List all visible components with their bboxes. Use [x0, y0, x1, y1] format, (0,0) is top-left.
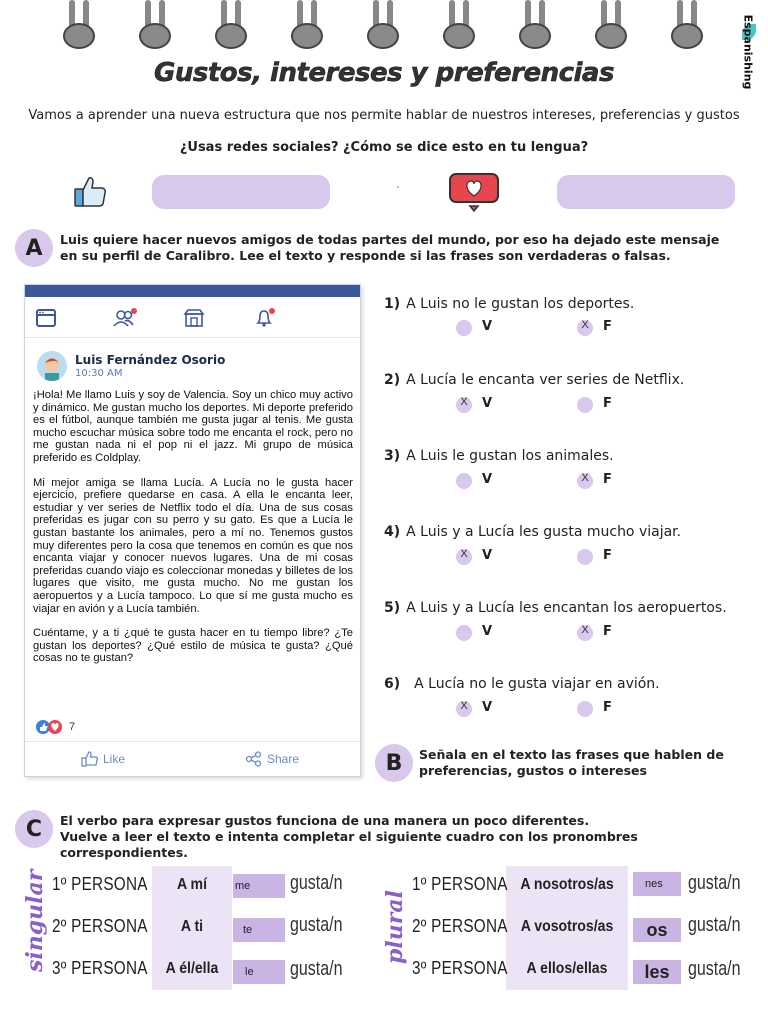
verb-gusta: gusta/n [688, 958, 741, 980]
person-label: 1º PERSONA [52, 874, 148, 894]
option-v-1[interactable] [456, 320, 472, 336]
binder-ring-icon [594, 0, 628, 52]
answer-cell[interactable]: les [633, 960, 681, 984]
plural-label: plural [382, 890, 408, 964]
section-b-badge: B [375, 744, 413, 782]
card-header-bar [25, 285, 360, 297]
brand-name: Espanishing [741, 14, 755, 90]
like-button[interactable] [81, 750, 125, 768]
statement-1: 1) A Luis no le gustan los deportes. [384, 296, 635, 312]
reactions-summary[interactable] [35, 719, 75, 735]
verb-gusta: gusta/n [290, 872, 343, 894]
option-f-label: F [603, 700, 612, 715]
avatar-face-icon [37, 351, 67, 381]
statement-3: 3) A Luis le gustan los animales. [384, 448, 614, 464]
option-f-3[interactable] [577, 473, 593, 489]
option-v-label: V [482, 472, 493, 487]
share-button[interactable] [245, 750, 299, 768]
binder-ring-icon [518, 0, 552, 52]
poster-name[interactable]: Luis Fernández Osorio [75, 353, 226, 367]
thumbs-up-icon [72, 174, 108, 210]
answer-cell[interactable]: le [233, 960, 285, 984]
option-f-6[interactable] [577, 701, 593, 717]
answer-mark: X [581, 319, 589, 331]
card-nav-icons [25, 307, 360, 333]
separator-mark: ` [396, 186, 401, 197]
like-love-reactions-icon [35, 719, 65, 735]
section-a-instructions: Luis quiere hacer nuevos amigos de todas partes del mundo, por eso ha dejado este mensaje en su perfil de Caralibro. Lee el texto y responde si las frases son verdaderas o falsas. [60, 232, 720, 263]
answer-cell[interactable]: te [233, 918, 285, 942]
option-v-label: V [482, 548, 493, 563]
option-v-label: V [482, 319, 493, 334]
pronoun: A ti [180, 918, 204, 935]
binder-ring-icon [138, 0, 172, 52]
binder-ring-icon [442, 0, 476, 52]
binder-ring-icon [290, 0, 324, 52]
option-f-4[interactable] [577, 549, 593, 565]
section-c-instructions: El verbo para expresar gustos funciona de una manera un poco diferentes. Vuelve a leer el texto e intenta completar el siguiente cuadro con los pronombres correspondientes. [60, 813, 638, 860]
social-post-card [24, 284, 361, 777]
person-label: 2º PERSONA [412, 916, 508, 936]
section-a-badge: A [15, 229, 53, 267]
verb-gusta: gusta/n [290, 958, 343, 980]
card-divider [25, 741, 360, 742]
singular-label: singular [22, 869, 48, 972]
person-label: 2º PERSONA [52, 916, 148, 936]
answer-mark: X [460, 548, 468, 560]
share-label: Share [267, 752, 300, 766]
pronoun: A él/ella [165, 960, 219, 977]
binder-ring-icon [366, 0, 400, 52]
reaction-count: 7 [69, 721, 76, 733]
avatar [37, 351, 67, 381]
post-timestamp: 10:30 AM [75, 368, 123, 379]
marketplace-icon[interactable] [183, 307, 205, 329]
person-label: 3º PERSONA [412, 958, 508, 978]
post-paragraph: Cuéntame, y a ti ¿qué te gusta hacer en tu tiempo libre? ¿Te gustan los deportes? ¿Qué estilo de música te gusta? ¿Qué cosas no te gustan? [33, 627, 353, 665]
option-f-label: F [603, 472, 612, 487]
option-f-5[interactable] [577, 625, 593, 641]
share-icon [245, 751, 263, 767]
section-b-instructions: Señala en el texto las frases que hablen de preferencias, gustos o intereses [419, 747, 724, 778]
statement-4: 4) A Luis y a Lucía les gusta mucho viajar. [384, 524, 682, 540]
answer-mark: X [460, 700, 468, 712]
person-label: 3º PERSONA [52, 958, 148, 978]
option-v-3[interactable] [456, 473, 472, 489]
page-title: Gustos, intereses y preferencias [154, 58, 614, 88]
answer-field-love[interactable] [557, 175, 735, 209]
pronoun: A ellos/ellas [526, 960, 608, 977]
answer-mark: X [581, 624, 589, 636]
browser-window-icon[interactable] [35, 307, 57, 329]
answer-cell[interactable]: me [233, 874, 285, 898]
person-label: 1º PERSONA [412, 874, 508, 894]
answer-cell[interactable]: os [633, 918, 681, 942]
option-f-label: F [603, 548, 612, 563]
option-v-label: V [482, 396, 493, 411]
option-v-5[interactable] [456, 625, 472, 641]
option-f-label: F [603, 319, 612, 334]
post-paragraph: Mi mejor amiga se llama Lucía. A Lucía no le gusta hacer ejercicio, prefiere quedarse en casa. A ella le encanta leer, estudiar y ver series de Netflix todo el día. Una de sus cosas preferidas es jugar con su perro y su gato. Es que a Lucía le gustan bastante los animales, pero a mí no. Tenemos gustos muy diferentes pero la cosa que tenemos en común es que nos encanta viajar y conocer nuevos lugares. Una de mi cosas preferidas cuando viajo es coleccionar monedas y billetes de los lugares que visito, me gusta mucho. No me gustan los aeropuertos y a Lucía tampoco. Lo que sí me gusta mucho es viajar en avión y a Lucía también. [33, 476, 353, 615]
post-body [33, 389, 353, 677]
post-paragraph: ¡Hola! Me llamo Luis y soy de Valencia. Soy un chico muy activo y dinámico. Me gustan mucho los deportes. Mi deporte preferido es el fútbol, aunque también me gusta jugar al tenis. Me gusta mucho escuchar música sobre todo me encanta el rock, pero no me gustan nada ni el pop ni el jazz. Mi grupo de música preferido es Coldplay. [33, 389, 353, 464]
option-f-2[interactable] [577, 397, 593, 413]
option-f-label: F [603, 624, 612, 639]
option-f-1[interactable] [577, 320, 593, 336]
friends-icon[interactable] [113, 307, 139, 329]
answer-cell[interactable]: nes [633, 872, 681, 896]
pronoun: A vosotros/as [520, 918, 614, 935]
verb-gusta: gusta/n [688, 914, 741, 936]
heart-badge-icon [448, 172, 500, 212]
pronoun: A nosotros/as [520, 876, 614, 893]
intro-text: Vamos a aprender una nueva estructura que nos permite hablar de nuestros intereses, preferencias y gustos [28, 108, 740, 123]
option-v-6[interactable] [456, 701, 472, 717]
warmup-question: ¿Usas redes sociales? ¿Cómo se dice esto en tu lengua? [179, 140, 589, 155]
verb-gusta: gusta/n [688, 872, 741, 894]
binder-ring-icon [62, 0, 96, 52]
option-v-4[interactable] [456, 549, 472, 565]
verb-gusta: gusta/n [290, 914, 343, 936]
answer-field-like[interactable] [152, 175, 330, 209]
thumbs-up-icon [81, 751, 99, 767]
answer-mark: X [460, 396, 468, 408]
binder-ring-icon [670, 0, 704, 52]
statement-6: 6) A Lucía no le gusta viajar en avión. [384, 676, 660, 692]
binder-ring-icon [214, 0, 248, 52]
like-label: Like [103, 752, 126, 766]
option-v-2[interactable] [456, 397, 472, 413]
card-divider [25, 337, 360, 338]
section-c-badge: C [15, 810, 53, 848]
option-v-label: V [482, 700, 493, 715]
statement-2: 2) A Lucía le encanta ver series de Netflix. [384, 372, 685, 388]
option-f-label: F [603, 396, 612, 411]
option-v-label: V [482, 624, 493, 639]
pronoun: A mí [176, 876, 207, 893]
answer-mark: X [581, 472, 589, 484]
notification-bell-icon[interactable] [253, 307, 277, 329]
statement-5: 5) A Luis y a Lucía les encantan los aeropuertos. [384, 600, 727, 616]
